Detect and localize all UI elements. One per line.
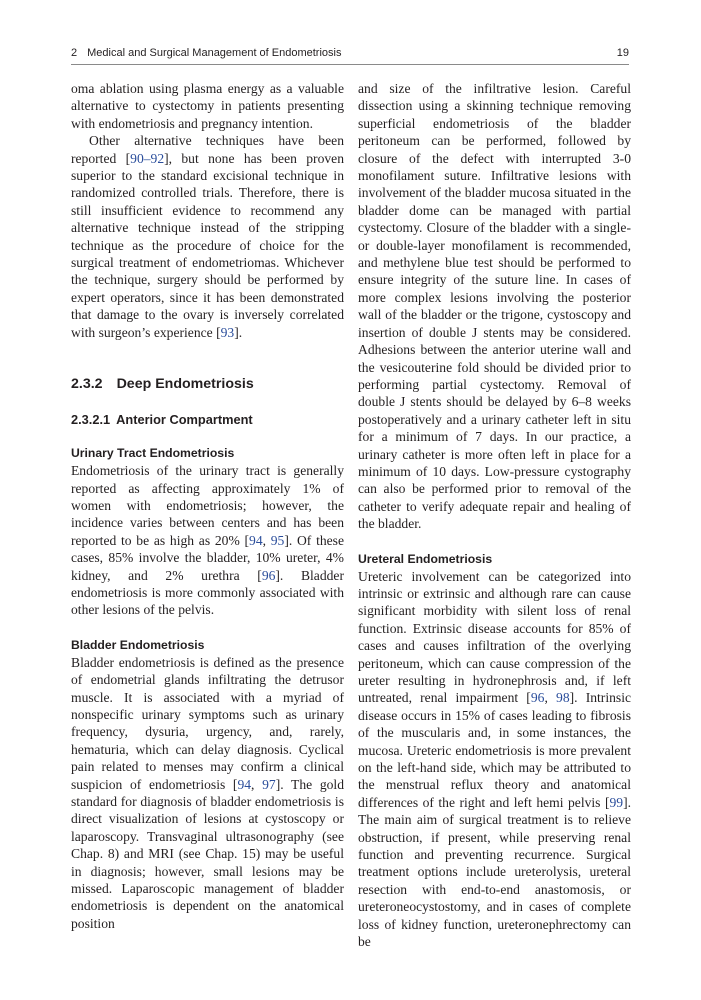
alternative-techniques-paragraph: Other alternative techniques have been reported [90–92], but none has been proven superior to the standard excisional technique in randomized controlled trials. Therefore, there is still insufficient evidence to recommend any alternative technique instead of the stripping technique as the procedure of choice for the surgical treatment of endometriomas. Whichever the technique, surgery should be performed by expert operators, since it has been demonstrated that damage to the ovary is inversely correlated with surgeon’s experience [93]. — [71, 133, 344, 340]
bladder-heading: Bladder Endometriosis — [71, 637, 205, 652]
citation-link[interactable]: 96 — [261, 567, 276, 583]
citation-link[interactable]: 96 — [530, 690, 545, 706]
citation-link[interactable]: 95 — [270, 532, 285, 548]
ureteral-heading: Ureteral Endometriosis — [358, 551, 493, 566]
citation-link[interactable]: 99 — [609, 794, 624, 810]
chapter-title: Medical and Surgical Management of Endometriosis — [87, 47, 342, 59]
chapter-heading — [71, 47, 341, 59]
urinary-tract-heading: Urinary Tract Endometriosis — [71, 446, 235, 461]
intro-paragraph: oma ablation using plasma energy as a valuable alternative to cystectomy in patients presenting with endometriosis and pregnancy intention. — [71, 81, 344, 131]
bladder-continued-paragraph: and size of the infiltrative lesion. Careful dissection using a skinning technique removing superficial endometriosis of the bladder peritoneum can be performed, followed by closure of the defect with interrupted 3-0 monofilament suture. Infiltrative lesions with involvement of the bladder mucosa situated in the bladder dome can be managed with partial cystectomy. Closure of the bladder with a single- or double-layer monofilament is recommended, and methylene blue test should be performed to ensure integrity of the suture line. In cases of more complex lesions involving the posterior wall of the bladder or the trigone, cystoscopy and insertion of double J stents may be considered. Adhesions between the anterior uterine wall and the vesicouterine fold should be divided prior to performing partial cystectomy. Removal of double J stents should be delayed by 6–8 weeks postoperatively and a urinary catheter left in situ for a minimum of 7 days. In our practice, a urinary catheter is more often left in place for a minimum of 10 days. Low-pressure cystography can also be performed prior to removal of the catheter to verify adequate repair and healing of the bladder. — [358, 81, 631, 532]
subsection-number: 2.3.2.1 — [71, 412, 111, 428]
bladder-paragraph: Bladder endometriosis is defined as the presence of endometrial glands infiltrating the detrusor muscle. It is associated with a myriad of nonspecific urinary symptoms such as urinary frequency, dysuria, urgency, and, rarely, hematuria, which can delay diagnosis. Cyclical pain related to menses may confirm a clinical suspicion of endometriosis [94, 97]. The gold standard for diagnosis of bladder endometriosis is direct visualization of lesions at cystoscopy or laparoscopy. Transvaginal ultrasonography (see Chap. 8) and MRI (see Chap. 15) may be useful in diagnosis; however, small lesions may be missed. Laparoscopic management of bladder endometriosis is dependent on the anatomical position — [71, 654, 345, 931]
citation-link[interactable]: 90–92 — [130, 150, 165, 166]
section-number: 2.3.2 — [71, 376, 103, 393]
citation-link[interactable]: 94 — [237, 776, 252, 792]
chapter-number: 2 — [71, 47, 78, 59]
citation-link[interactable]: 93 — [220, 324, 235, 340]
page-number: 19 — [616, 47, 629, 59]
citation-link[interactable]: 97 — [262, 776, 276, 792]
right-column — [358, 80, 631, 951]
header-divider — [71, 64, 629, 65]
section-heading — [71, 375, 344, 393]
subsection-title: Anterior Compartment — [116, 412, 253, 428]
section-title: Deep Endometriosis — [116, 376, 254, 393]
left-column — [71, 80, 344, 932]
subsection-heading — [71, 411, 344, 428]
citation-link[interactable]: 98 — [556, 690, 570, 706]
urinary-tract-paragraph: Endometriosis of the urinary tract is generally reported as affecting approximately 1% of women with endometriosis; however, the incidence varies between centers and has been reported to be as high as 20% [94, 95]. Of these cases, 85% involve the bladder, 10% ureter, 4% kidney, and 2% urethra [96]. Bladder endometriosis is more commonly associated with other lesions of the pelvis. — [71, 463, 344, 618]
ureteral-paragraph: Ureteric involvement can be categorized into intrinsic or extrinsic and although rare can cause significant morbidity with silent loss of renal function. Extrinsic disease accounts for 85% of cases and causes infiltration of the overlying peritoneum, which can cause compression of the ureter resulting in hydronephrosis and, if left untreated, renal impairment [96, 98]. Intrinsic disease occurs in 15% of cases leading to fibrosis of the muscularis and, in some instances, the mucosa. Ureteric endometriosis is more prevalent on the left-hand side, which may be attributed to the menstrual reflux theory and anatomical differences of the right and left hemi pelvis [99]. The main aim of surgical treatment is to relieve obstruction, if present, while preserving renal function and preventing recurrence. Surgical treatment options include ureterolysis, ureteral resection with end-to-end anastomosis, or ureteroneocystostomy, and in cases of complete loss of kidney function, ureteronephrectomy can be — [358, 568, 632, 950]
citation-link[interactable]: 94 — [249, 532, 263, 548]
